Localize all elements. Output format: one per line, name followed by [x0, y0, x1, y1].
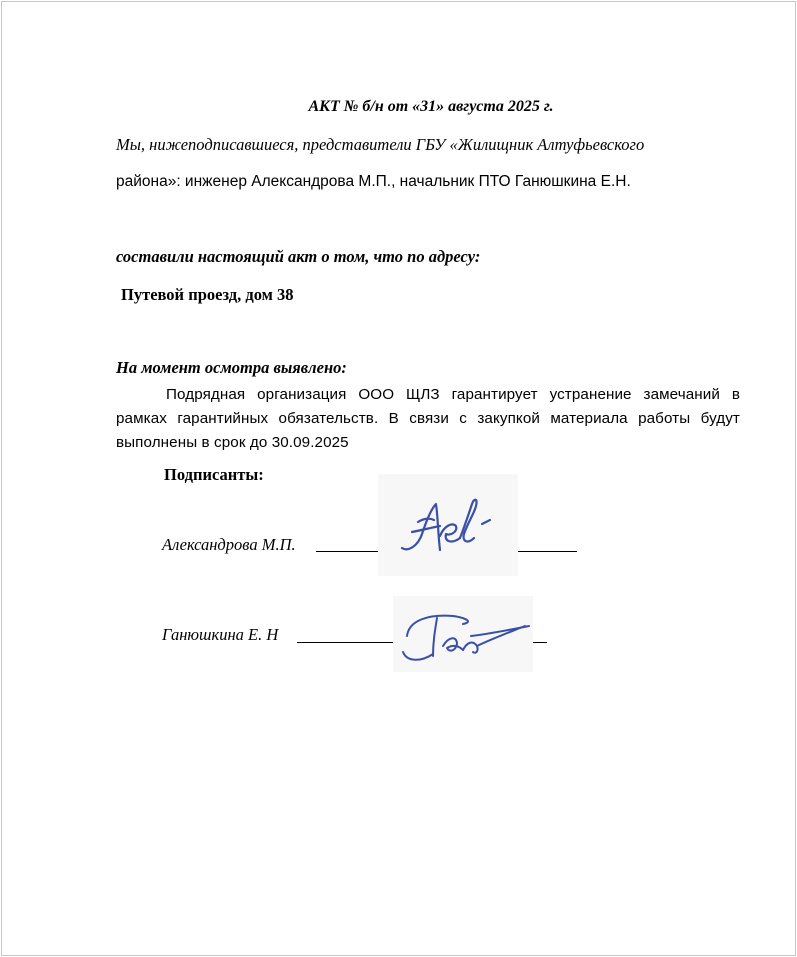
intro-line-2: района»: инженер Александрова М.П., начальник ПТО Ганюшкина Е.Н.: [116, 173, 631, 190]
handwritten-signature-2: [393, 596, 533, 672]
findings-label: На момент осмотра выявлено:: [116, 358, 347, 377]
handwritten-signature-1: [378, 474, 518, 576]
signers-label: Подписанты:: [164, 465, 264, 484]
signer-name-2: Ганюшкина Е. Н: [162, 625, 279, 644]
document-page: [1, 1, 796, 956]
findings-text: Подрядная организация ООО ЩЛЗ гарантирует устранение замечаний в рамках гарантийных обязательств. В связи с закупкой материала работы будут выполнены в срок до 30.09.2025: [116, 386, 740, 451]
signer-name-1: Александрова М.П.: [162, 535, 296, 554]
intro-line-1: Мы, нижеподписавшиеся, представители ГБУ «Жилищник Алтуфьевского: [116, 135, 645, 154]
address: Путевой проезд, дом 38: [121, 285, 294, 304]
act-title: АКТ № б/н от «31» августа 2025 г.: [308, 98, 554, 115]
composed-statement: составили настоящий акт о том, что по адресу:: [116, 247, 481, 266]
